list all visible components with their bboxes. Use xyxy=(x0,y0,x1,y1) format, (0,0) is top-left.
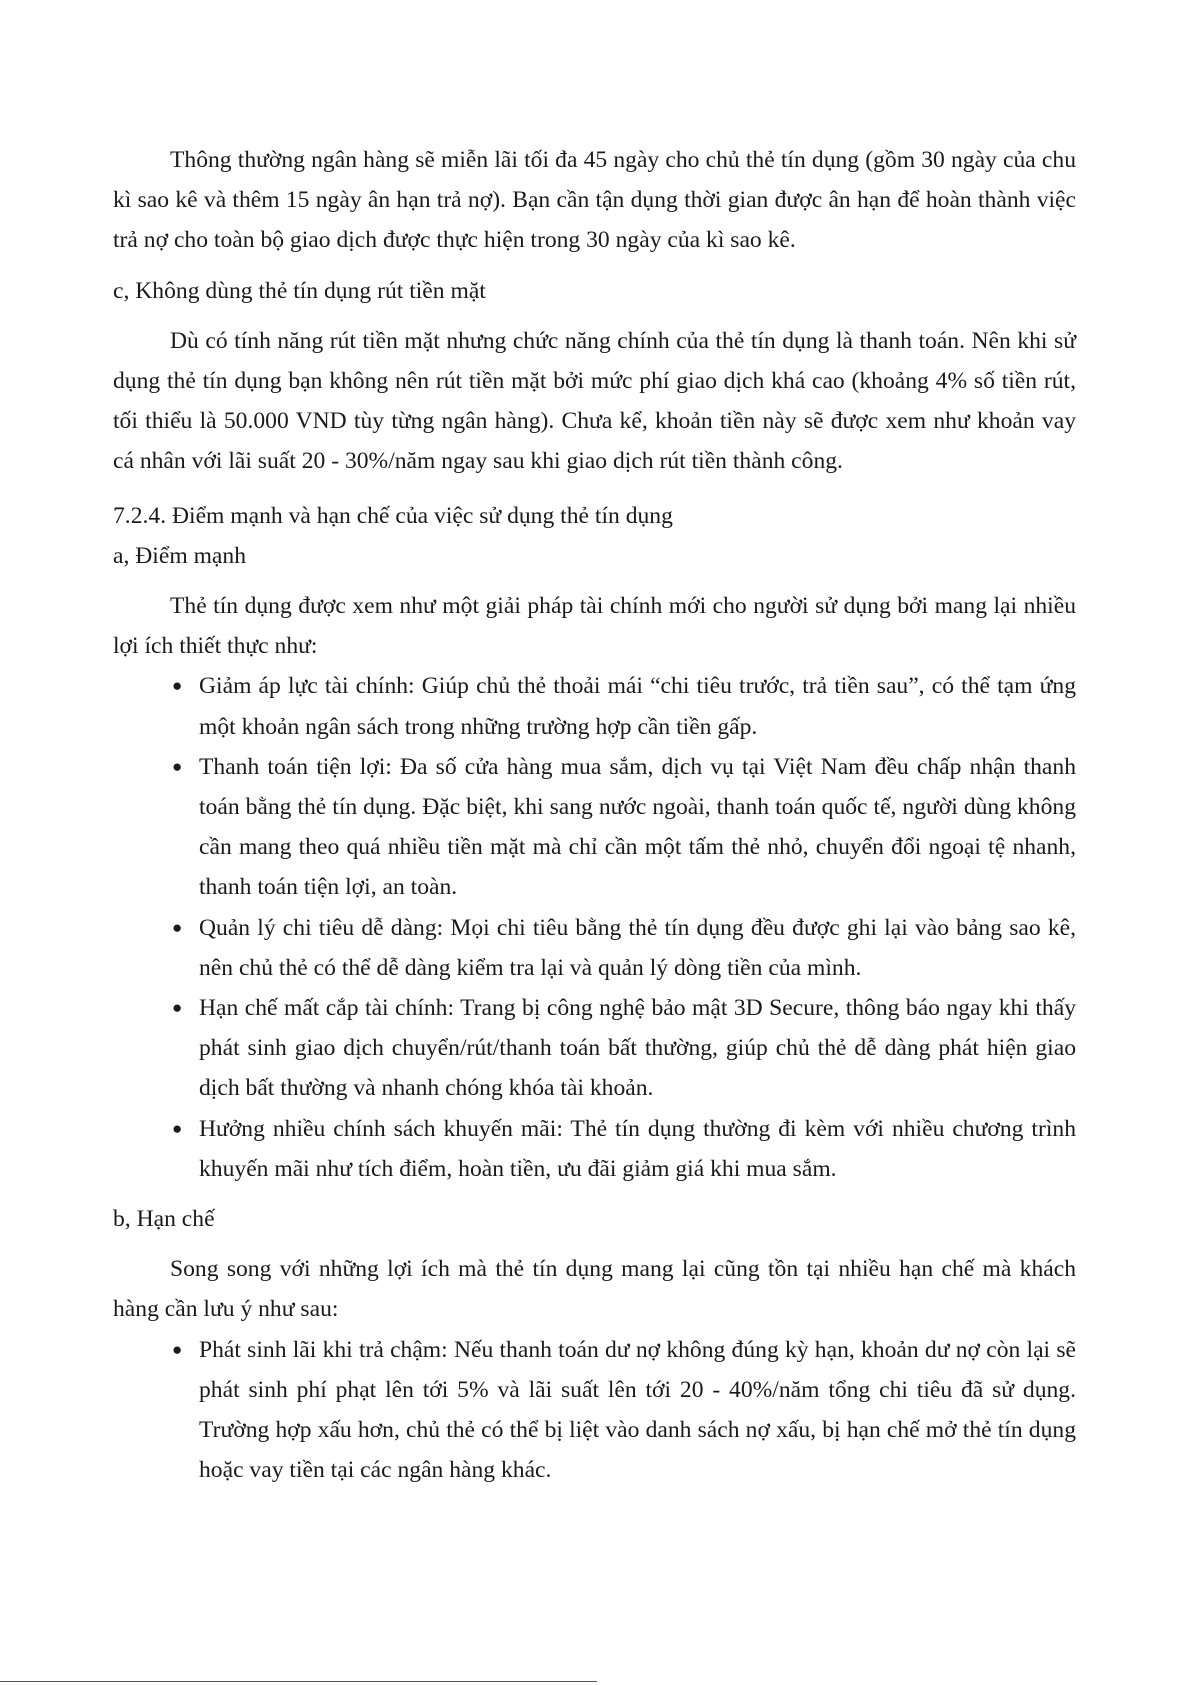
paragraph-strengths-intro: Thẻ tín dụng được xem như một giải pháp tài chính mới cho người sử dụng bởi mang lại nhiều lợi ích thiết thực như: xyxy=(113,593,1076,660)
paragraph-no-cash-withdrawal: Dù có tính năng rút tiền mặt nhưng chức năng chính của thẻ tín dụng là thanh toán. Nên khi sử dụng thẻ tín dụng bạn không nên rút tiền mặt bởi mức phí giao dịch khá cao (khoảng 4% số tiền rút, tối thiểu là 50.000 VND tùy từng ngân hàng). Chưa kể, khoản tiền này sẽ được xem như khoản vay cá nhân với lãi suất 20 - 30%/năm ngay sau khi giao dịch rút tiền thành công. xyxy=(113,327,1076,475)
list-item-text: Hạn chế mất cắp tài chính: Trang bị công nghệ bảo mật 3D Secure, thông báo ngay khi thấy phát sinh giao dịch chuyển/rút/thanh toán bất thường, giúp chủ thẻ dễ dàng phát hiện giao dịch bất thường và nhanh chóng khóa tài khoản. xyxy=(199,995,1076,1102)
list-item xyxy=(172,747,1076,908)
bullet-icon: ● xyxy=(172,1118,183,1138)
bullet-icon: ● xyxy=(172,756,183,776)
list-item xyxy=(172,1330,1076,1491)
bullet-icon: ● xyxy=(172,998,183,1018)
paragraph-interest-free: Thông thường ngân hàng sẽ miễn lãi tối đa 45 ngày cho chủ thẻ tín dụng (gồm 30 ngày của chu kì sao kê và thêm 15 ngày ân hạn trả nợ). Bạn cần tận dụng thời gian được ân hạn để hoàn thành việc trả nợ cho toàn bộ giao dịch được thực hiện trong 30 ngày của kì sao kê. xyxy=(113,147,1076,254)
list-item-text: Quản lý chi tiêu dễ dàng: Mọi chi tiêu bằng thẻ tín dụng đều được ghi lại vào bảng sao kê, nên chủ thẻ có thể dễ dàng kiểm tra lại và quản lý dòng tiền của mình. xyxy=(199,914,1076,981)
bullet-icon: ● xyxy=(172,676,183,696)
bullet-icon: ● xyxy=(172,917,183,937)
list-item-text: Hưởng nhiều chính sách khuyến mãi: Thẻ tín dụng thường đi kèm với nhiều chương trình khuyến mãi như tích điểm, hoàn tiền, ưu đãi giảm giá khi mua sắm. xyxy=(199,1115,1076,1182)
section-heading-strengths-limits: 7.2.4. Điểm mạnh và hạn chế của việc sử dụng thẻ tín dụng xyxy=(113,502,673,529)
bullet-icon: ● xyxy=(172,1339,183,1359)
limitations-list xyxy=(113,1330,1076,1491)
list-item-text: Phát sinh lãi khi trả chậm: Nếu thanh toán dư nợ không đúng kỳ hạn, khoản dư nợ còn lại sẽ phát sinh phí phạt lên tới 5% và lãi suất lên tới 20 - 40%/năm tổng chi tiêu đã sử dụng. Trường hợp xấu hơn, chủ thẻ có thể bị liệt vào danh sách nợ xấu, bị hạn chế mở thẻ tín dụng hoặc vay tiền tại các ngân hàng khác. xyxy=(199,1336,1076,1484)
paragraph-limitations-intro: Song song với những lợi ích mà thẻ tín dụng mang lại cũng tồn tại nhiều hạn chế mà khách hàng cần lưu ý như sau: xyxy=(113,1256,1076,1323)
list-item-text: Thanh toán tiện lợi: Đa số cửa hàng mua sắm, dịch vụ tại Việt Nam đều chấp nhận thanh toán bằng thẻ tín dụng. Đặc biệt, khi sang nước ngoài, thanh toán quốc tế, người dùng không cần mang theo quá nhiều tiền mặt mà chỉ cần một tấm thẻ nhỏ, chuyển đổi ngoại tệ nhanh, thanh toán tiện lợi, an toàn. xyxy=(199,753,1076,901)
heading-strengths: a, Điểm mạnh xyxy=(113,542,247,569)
list-item xyxy=(172,1109,1076,1189)
list-item xyxy=(172,666,1076,746)
document-body xyxy=(113,140,1076,1491)
list-item xyxy=(172,908,1076,988)
footnote-divider xyxy=(0,1681,597,1682)
heading-limitations: b, Hạn chế xyxy=(113,1206,215,1233)
list-item xyxy=(172,988,1076,1109)
strengths-list xyxy=(113,666,1076,1189)
heading-no-cash-withdrawal: c, Không dùng thẻ tín dụng rút tiền mặt xyxy=(113,277,486,304)
list-item-text: Giảm áp lực tài chính: Giúp chủ thẻ thoải mái “chi tiêu trước, trả tiền sau”, có thể tạm ứng một khoản ngân sách trong những trường hợp cần tiền gấp. xyxy=(199,673,1076,740)
